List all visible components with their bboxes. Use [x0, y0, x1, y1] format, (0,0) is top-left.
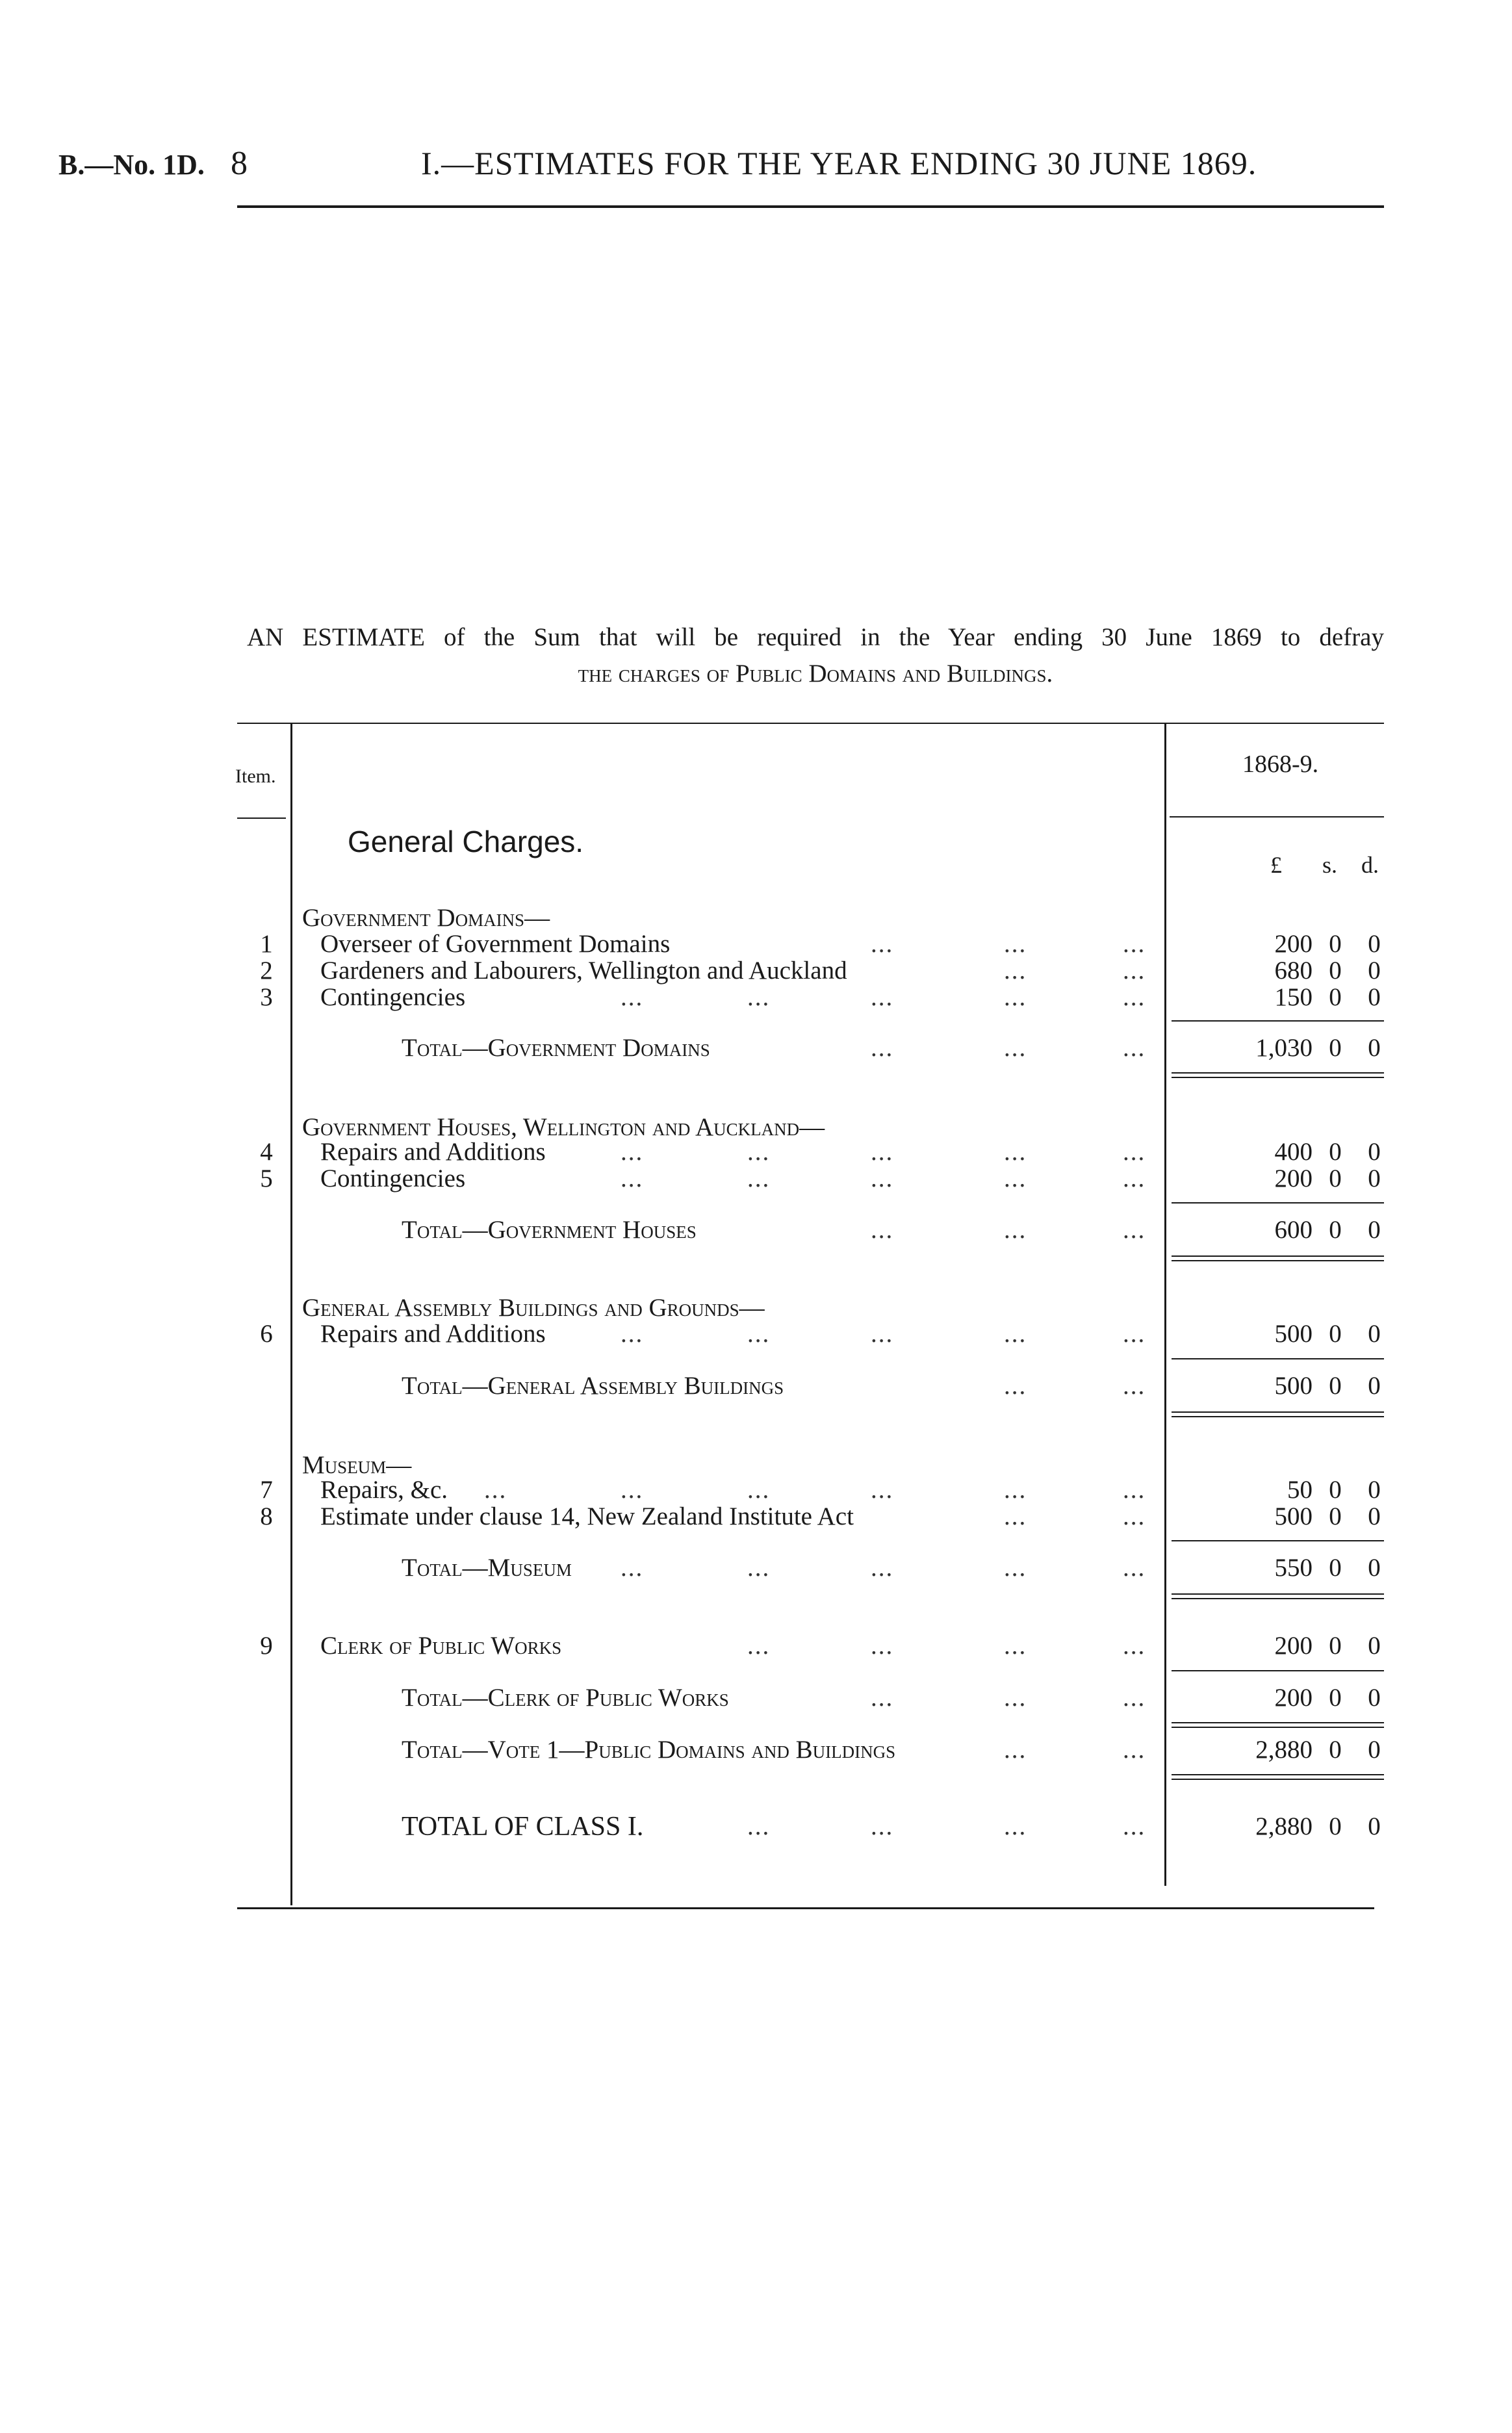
page-number: 8: [231, 145, 248, 182]
amount-pounds: 200: [1274, 1684, 1313, 1712]
page-title: I.—ESTIMATES FOR THE YEAR ENDING 30 JUNE 1869.: [421, 145, 1257, 181]
amount-shillings: 0: [1329, 1320, 1342, 1348]
leader-dots: ...: [1123, 1502, 1146, 1530]
section-total-label: Total—General Assembly Buildings: [402, 1372, 784, 1400]
amount-shillings: 0: [1329, 1138, 1342, 1166]
leader-dots: ...: [621, 1138, 644, 1166]
amount-pence: 0: [1368, 1372, 1381, 1400]
table-row: [0, 957, 1512, 985]
item-label: Repairs, &c.: [320, 1476, 448, 1504]
section-total-row: [0, 1372, 1512, 1400]
item-number: 6: [260, 1320, 273, 1348]
leader-dots: ...: [747, 1632, 771, 1660]
amount-pounds: 2,880: [1255, 1736, 1313, 1764]
amount-pounds: 50: [1287, 1476, 1313, 1504]
leader-dots: ...: [1004, 1476, 1027, 1504]
item-label: Contingencies: [320, 983, 466, 1011]
table-row: [0, 1139, 1512, 1166]
item-number: 7: [260, 1476, 273, 1504]
leader-dots: ...: [871, 983, 894, 1011]
leader-dots: ...: [871, 1216, 894, 1244]
total-double-rule: [1172, 1774, 1384, 1775]
leader-dots: ...: [1123, 1320, 1146, 1348]
shillings-header: s.: [1322, 852, 1338, 878]
leader-dots: ...: [1004, 957, 1027, 985]
document-reference: B.—No. 1D.: [58, 149, 205, 181]
leader-dots: ...: [871, 1165, 894, 1192]
amount-shillings: 0: [1329, 1216, 1342, 1244]
amount-pounds: 500: [1274, 1320, 1313, 1348]
amount-shillings: 0: [1329, 1165, 1342, 1192]
amount-shillings: 0: [1329, 1554, 1342, 1582]
leader-dots: ...: [871, 1632, 894, 1660]
amount-pounds: 500: [1274, 1502, 1313, 1530]
item-number: 8: [260, 1502, 273, 1530]
leader-dots: ...: [1123, 1034, 1146, 1062]
amount-pence: 0: [1368, 1320, 1381, 1348]
leader-dots: ...: [1004, 930, 1027, 958]
leader-dots: ...: [747, 1554, 771, 1582]
table-row: [0, 1165, 1512, 1192]
section-total-row: [0, 1035, 1512, 1062]
amount-pounds: 1,030: [1255, 1034, 1313, 1062]
leader-dots: ...: [1004, 1502, 1027, 1530]
item-column-header: Item.: [235, 766, 276, 787]
amount-shillings: 0: [1329, 1476, 1342, 1504]
leader-dots: ...: [747, 1165, 771, 1192]
pence-header: d.: [1361, 852, 1379, 878]
leader-dots: ...: [621, 1165, 644, 1192]
class-total-row: [0, 1813, 1512, 1840]
section-total-label: Total—Museum: [402, 1554, 572, 1582]
total-double-rule: [1172, 1072, 1384, 1074]
table-row: [0, 1320, 1512, 1348]
amount-pounds: 500: [1274, 1372, 1313, 1400]
section-total-label: Total—Government Domains: [402, 1034, 710, 1062]
leader-dots: ...: [1123, 1476, 1146, 1504]
section-total-row: [0, 1216, 1512, 1244]
amount-pence: 0: [1368, 1554, 1381, 1582]
header-rule: [237, 205, 1384, 208]
leader-dots: ...: [1004, 1554, 1027, 1582]
item-label: Gardeners and Labourers, Wellington and Auckland: [320, 957, 847, 985]
amount-pounds: 200: [1274, 1632, 1313, 1660]
amount-pence: 0: [1368, 1165, 1381, 1192]
leader-dots: ...: [621, 1320, 644, 1348]
amount-shillings: 0: [1329, 1372, 1342, 1400]
subtotal-rule: [1172, 1670, 1384, 1671]
leader-dots: ...: [1123, 1684, 1146, 1712]
amount-pounds: 2,880: [1255, 1812, 1313, 1840]
item-label: Clerk of Public Works: [320, 1632, 562, 1660]
amount-pence: 0: [1368, 930, 1381, 958]
leader-dots: ...: [1123, 930, 1146, 958]
amount-shillings: 0: [1329, 1736, 1342, 1764]
subtotal-rule: [1172, 1202, 1384, 1204]
leader-dots: ...: [1004, 1736, 1027, 1764]
amount-shillings: 0: [1329, 1502, 1342, 1530]
leader-dots: ...: [871, 1476, 894, 1504]
pounds-header: £: [1270, 852, 1282, 878]
leader-dots: ...: [1004, 1034, 1027, 1062]
item-number: 5: [260, 1165, 273, 1192]
table-row: [0, 1632, 1512, 1660]
leader-dots: ...: [1004, 1684, 1027, 1712]
item-label: Estimate under clause 14, New Zealand Institute Act: [320, 1502, 854, 1530]
vote-total-row: [0, 1736, 1512, 1764]
amount-shillings: 0: [1329, 983, 1342, 1011]
leader-dots: ...: [747, 1476, 771, 1504]
amount-pence: 0: [1368, 983, 1381, 1011]
vote-total-label: Total—Vote 1—Public Domains and Buildings: [402, 1736, 896, 1764]
amount-pence: 0: [1368, 1502, 1381, 1530]
amount-pence: 0: [1368, 1216, 1381, 1244]
item-number: 1: [260, 930, 273, 958]
total-double-rule: [1172, 1727, 1384, 1728]
amount-shillings: 0: [1329, 1812, 1342, 1840]
leader-dots: ...: [871, 930, 894, 958]
subtotal-rule: [1172, 1540, 1384, 1541]
section-title: Government Domains—: [302, 904, 550, 932]
table-bottom-rule: [237, 1907, 1374, 1909]
amount-pence: 0: [1368, 1736, 1381, 1764]
leader-dots: ...: [621, 1476, 644, 1504]
leader-dots: ...: [1123, 1216, 1146, 1244]
class-total-label: TOTAL OF CLASS I.: [402, 1812, 644, 1842]
leader-dots: ...: [621, 1554, 644, 1582]
general-charges-heading: General Charges.: [348, 825, 584, 858]
leader-dots: ...: [747, 1320, 771, 1348]
item-label: Overseer of Government Domains: [320, 930, 671, 958]
leader-dots: ...: [871, 1320, 894, 1348]
total-double-rule: [1172, 1416, 1384, 1417]
year-column-header: 1868-9.: [1242, 751, 1319, 778]
section-total-row: [0, 1554, 1512, 1582]
table-top-rule: [237, 723, 1384, 724]
amount-pence: 0: [1368, 1034, 1381, 1062]
section-total-label: Total—Clerk of Public Works: [402, 1684, 729, 1712]
total-double-rule: [1172, 1077, 1384, 1078]
leader-dots: ...: [1004, 1372, 1027, 1400]
leader-dots: ...: [871, 1684, 894, 1712]
leader-dots: ...: [1123, 1165, 1146, 1192]
table-row: [0, 1476, 1512, 1504]
leader-dots: ...: [1004, 1320, 1027, 1348]
section-title: General Assembly Buildings and Grounds—: [302, 1294, 765, 1322]
table-row: [0, 1503, 1512, 1530]
leader-dots: ...: [1123, 1632, 1146, 1660]
amount-pence: 0: [1368, 1632, 1381, 1660]
item-number: 4: [260, 1138, 273, 1166]
item-number: 2: [260, 957, 273, 985]
table-row: [0, 931, 1512, 958]
amount-pounds: 400: [1274, 1138, 1313, 1166]
item-label: Contingencies: [320, 1165, 466, 1192]
leader-dots: ...: [747, 983, 771, 1011]
total-double-rule: [1172, 1779, 1384, 1780]
leader-dots: ...: [871, 1034, 894, 1062]
intro-line-2: the charges of Public Domains and Buildings.: [578, 660, 1053, 688]
item-label: Repairs and Additions: [320, 1320, 546, 1348]
table-row: [0, 984, 1512, 1011]
section-total-row: [0, 1684, 1512, 1712]
total-double-rule: [1172, 1255, 1384, 1257]
item-number: 9: [260, 1632, 273, 1660]
leader-dots: ...: [1123, 983, 1146, 1011]
section-title: Government Houses, Wellington and Auckland—: [302, 1113, 825, 1141]
year-header-rule: [1170, 816, 1384, 817]
section-title: Museum—: [302, 1451, 412, 1479]
amount-pence: 0: [1368, 1476, 1381, 1504]
amount-pounds: 200: [1274, 930, 1313, 958]
total-double-rule: [1172, 1260, 1384, 1261]
leader-dots: ...: [871, 1812, 894, 1840]
section-total-label: Total—Government Houses: [402, 1216, 697, 1244]
item-label: Repairs and Additions: [320, 1138, 546, 1166]
leader-dots: ...: [1004, 1812, 1027, 1840]
leader-dots: ...: [1123, 1554, 1146, 1582]
amount-pounds: 150: [1274, 983, 1313, 1011]
leader-dots: ...: [1123, 1812, 1146, 1840]
amount-pounds: 550: [1274, 1554, 1313, 1582]
leader-dots: ...: [1004, 983, 1027, 1011]
item-header-rule: [237, 817, 286, 819]
amount-pence: 0: [1368, 957, 1381, 985]
total-double-rule: [1172, 1593, 1384, 1595]
leader-dots: ...: [871, 1554, 894, 1582]
amount-shillings: 0: [1329, 1684, 1342, 1712]
total-double-rule: [1172, 1411, 1384, 1413]
subtotal-rule: [1172, 1358, 1384, 1359]
leader-dots: ...: [747, 1138, 771, 1166]
leader-dots: ...: [1123, 1372, 1146, 1400]
amount-shillings: 0: [1329, 930, 1342, 958]
amount-pounds: 680: [1274, 957, 1313, 985]
amount-pence: 0: [1368, 1138, 1381, 1166]
item-column-divider: [290, 723, 292, 1905]
total-double-rule: [1172, 1598, 1384, 1599]
amount-shillings: 0: [1329, 957, 1342, 985]
amount-pounds: 600: [1274, 1216, 1313, 1244]
subtotal-rule: [1172, 1020, 1384, 1022]
amount-shillings: 0: [1329, 1632, 1342, 1660]
total-double-rule: [1172, 1722, 1384, 1723]
amount-pence: 0: [1368, 1812, 1381, 1840]
leader-dots: ...: [871, 1138, 894, 1166]
amount-shillings: 0: [1329, 1034, 1342, 1062]
leader-dots: ...: [747, 1812, 771, 1840]
leader-dots: ...: [1123, 1138, 1146, 1166]
leader-dots: ...: [1004, 1138, 1027, 1166]
amount-pounds: 200: [1274, 1165, 1313, 1192]
leader-dots: ...: [484, 1476, 507, 1504]
leader-dots: ...: [1004, 1632, 1027, 1660]
leader-dots: ...: [1123, 957, 1146, 985]
item-number: 3: [260, 983, 273, 1011]
leader-dots: ...: [1004, 1165, 1027, 1192]
leader-dots: ...: [1123, 1736, 1146, 1764]
leader-dots: ...: [1004, 1216, 1027, 1244]
amount-pence: 0: [1368, 1684, 1381, 1712]
intro-line-1: AN ESTIMATE of the Sum that will be required in the Year ending 30 June 1869 to defray: [247, 623, 1384, 651]
leader-dots: ...: [621, 983, 644, 1011]
